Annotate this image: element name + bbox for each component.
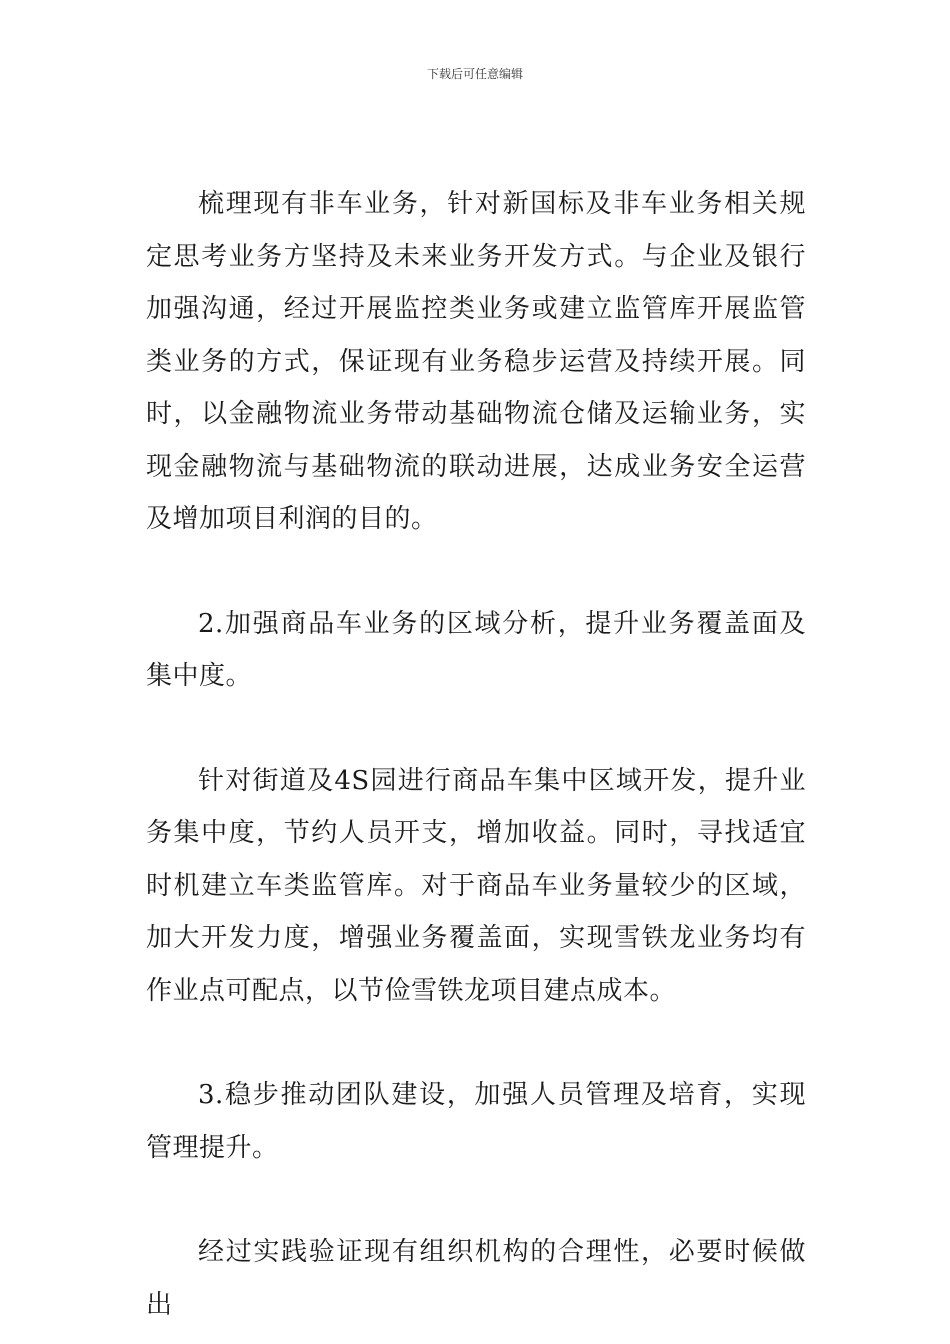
paragraph-gap: [146, 703, 806, 755]
document-body: [146, 178, 806, 1331]
page-header-note: 下载后可任意编辑: [426, 67, 523, 81]
paragraph-organization-structure: 经过实践验证现有组织机构的合理性，必要时候做出: [146, 1237, 806, 1320]
paragraph-gap: [146, 546, 806, 598]
paragraph-gap: [146, 1174, 806, 1226]
heading-3-team-building: 3.稳步推动团队建设，加强人员管理及培育，实现管理提升。: [146, 1080, 806, 1163]
paragraph-non-vehicle-business: 梳理现有非车业务，针对新国标及非车业务相关规定思考业务方坚持及未来业务开发方式。与企业及银行加强沟通，经过开展监控类业务或建立监管库开展监管类业务的方式，保证现有业务稳步运营及持续开展。同时，以金融物流业务带动基础物流仓储及运输业务，实现金融物流与基础物流的联动进展，达成业务安全运营及增加项目利润的目的。: [146, 189, 806, 534]
heading-2-commodity-vehicle: 2.加强商品车业务的区域分析，提升业务覆盖面及集中度。: [146, 608, 806, 691]
paragraph-commodity-vehicle-regions: 针对街道及4S园进行商品车集中区域开发，提升业务集中度，节约人员开支，增加收益。同时，寻找适宜时机建立车类监管库。对于商品车业务量较少的区域，加大开发力度，增强业务覆盖面，实现雪铁龙业务均有作业点可配点，以节俭雪铁龙项目建点成本。: [146, 765, 806, 1006]
paragraph-gap: [146, 1017, 806, 1069]
